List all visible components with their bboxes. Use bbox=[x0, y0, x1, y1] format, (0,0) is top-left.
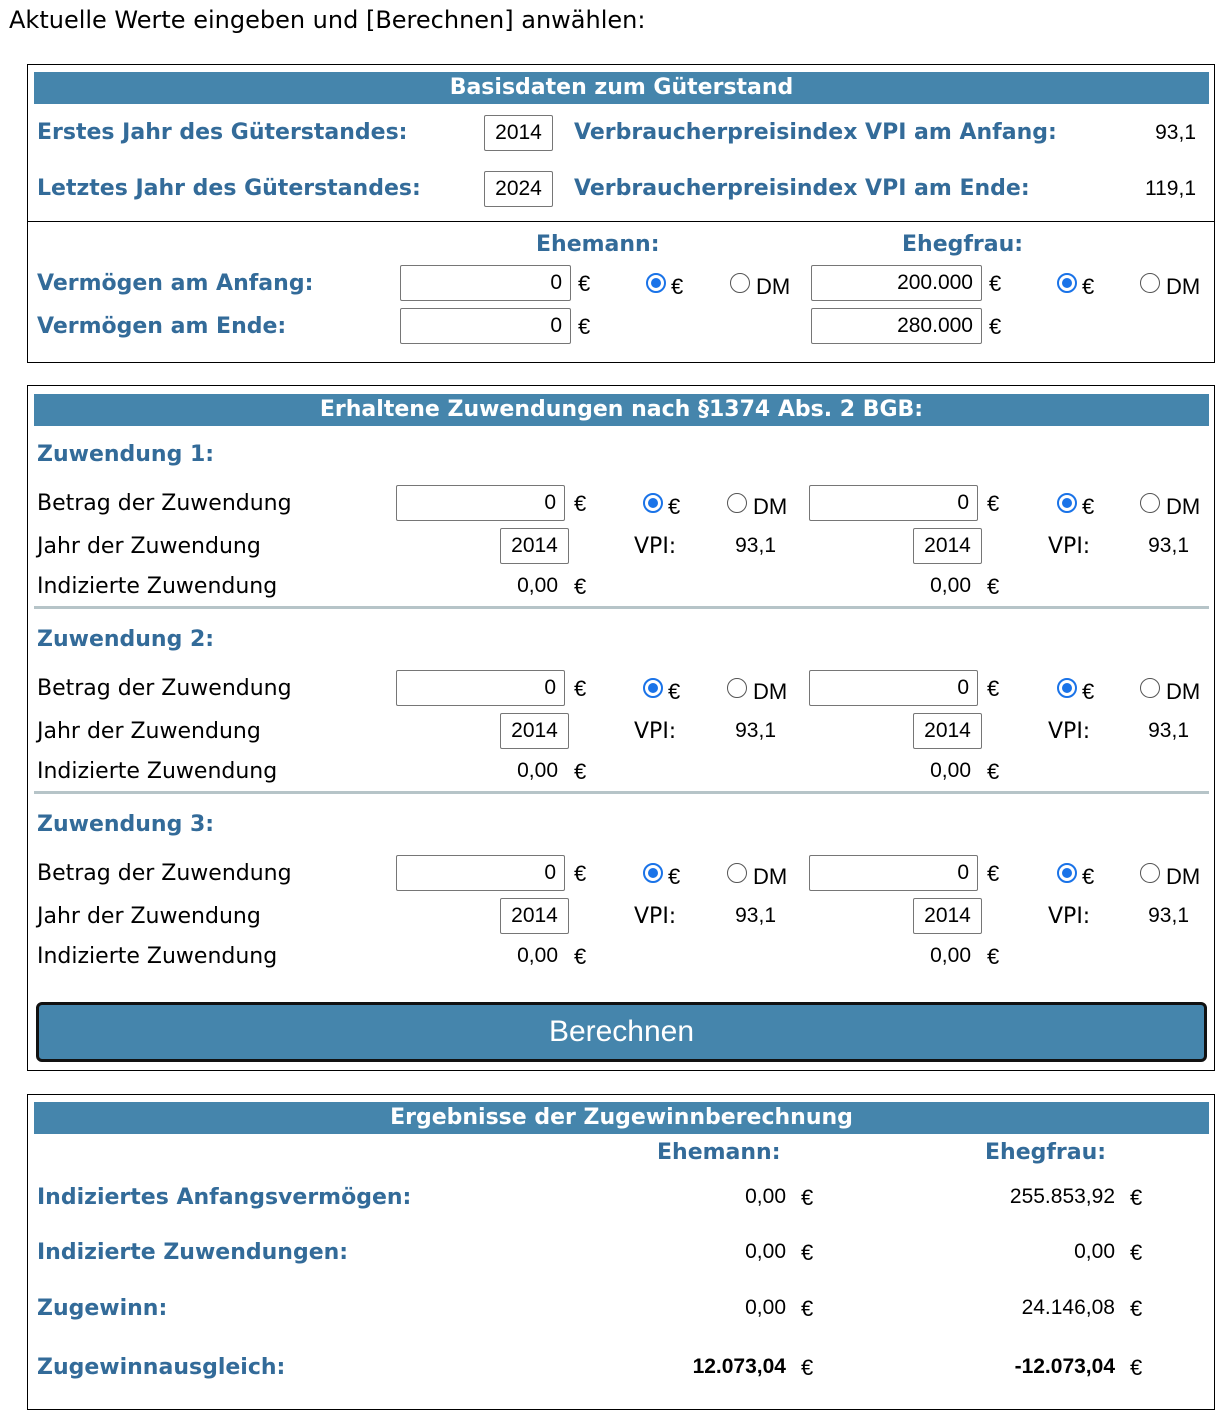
wife-gift-1-indexed: 0,00 bbox=[930, 574, 971, 597]
vpi-label: VPI: bbox=[1048, 534, 1091, 559]
first-year-input[interactable]: 2014 bbox=[484, 115, 553, 151]
result-husband-value: 0,00 bbox=[745, 1185, 786, 1208]
intro-text: Aktuelle Werte eingeben und [Berechnen] anwählen: bbox=[9, 6, 646, 34]
vpi-label: VPI: bbox=[634, 534, 677, 559]
currency-symbol: € bbox=[574, 676, 587, 701]
vpi-label: VPI: bbox=[634, 904, 677, 929]
currency-symbol: € bbox=[801, 1240, 814, 1265]
currency-symbol: € bbox=[1130, 1185, 1143, 1210]
wife-gift-3-euro-radio[interactable] bbox=[1057, 863, 1077, 883]
wife-gift-1-euro-radio[interactable] bbox=[1057, 493, 1077, 513]
gift-amount-label: Betrag der Zuwendung bbox=[37, 676, 292, 701]
currency-symbol: € bbox=[801, 1355, 814, 1380]
gift-separator bbox=[34, 606, 1209, 609]
currency-symbol: € bbox=[989, 271, 1002, 296]
currency-symbol: € bbox=[801, 1185, 814, 1210]
dm-option-label: DM bbox=[753, 679, 788, 704]
wife-gift-3-vpi: 93,1 bbox=[1148, 904, 1189, 927]
gifts-header: Erhaltene Zuwendungen nach §1374 Abs. 2 BGB: bbox=[34, 394, 1209, 426]
currency-symbol: € bbox=[1130, 1240, 1143, 1265]
husband-gift-3-dm-radio[interactable] bbox=[727, 863, 747, 883]
dm-option-label: DM bbox=[753, 494, 788, 519]
result-label: Indiziertes Anfangsvermögen: bbox=[37, 1185, 412, 1210]
basis-header: Basisdaten zum Güterstand bbox=[34, 72, 1209, 104]
first-year-label: Erstes Jahr des Güterstandes: bbox=[37, 120, 408, 145]
result-husband-value: 0,00 bbox=[745, 1240, 786, 1263]
euro-option-label: € bbox=[671, 274, 684, 299]
last-year-input[interactable]: 2024 bbox=[484, 171, 553, 207]
husband-gift-1-indexed: 0,00 bbox=[517, 574, 558, 597]
start-assets-label: Vermögen am Anfang: bbox=[37, 271, 314, 296]
husband-gift-3-euro-radio[interactable] bbox=[643, 863, 663, 883]
wife-gift-2-indexed: 0,00 bbox=[930, 759, 971, 782]
gift-indexed-label: Indizierte Zuwendung bbox=[37, 574, 278, 599]
wife-gift-2-vpi: 93,1 bbox=[1148, 719, 1189, 742]
husband-end-assets-input[interactable]: 0 bbox=[400, 308, 571, 344]
dm-option-label: DM bbox=[1166, 274, 1201, 299]
basis-section bbox=[27, 64, 1215, 363]
currency-symbol: € bbox=[578, 314, 591, 339]
husband-gift-1-dm-radio[interactable] bbox=[727, 493, 747, 513]
vpi-label: VPI: bbox=[634, 719, 677, 744]
husband-gift-1-vpi: 93,1 bbox=[735, 534, 776, 557]
gift-separator bbox=[34, 791, 1209, 794]
husband-gift-2-dm-radio[interactable] bbox=[727, 678, 747, 698]
currency-symbol: € bbox=[1130, 1296, 1143, 1321]
husband-gift-3-indexed: 0,00 bbox=[517, 944, 558, 967]
currency-symbol: € bbox=[574, 574, 587, 599]
results-wife-header: Ehegfrau: bbox=[985, 1140, 1107, 1165]
wife-gift-2-amount-input[interactable]: 0 bbox=[809, 670, 978, 706]
end-assets-label: Vermögen am Ende: bbox=[37, 314, 287, 339]
result-label: Zugewinnausgleich: bbox=[37, 1355, 286, 1380]
wife-header: Ehegfrau: bbox=[902, 232, 1024, 257]
currency-symbol: € bbox=[1130, 1355, 1143, 1380]
vpi-end-label: Verbraucherpreisindex VPI am Ende: bbox=[574, 176, 1030, 201]
currency-symbol: € bbox=[987, 491, 1000, 516]
result-wife-value: 255.853,92 bbox=[1009, 1185, 1115, 1208]
wife-gift-1-vpi: 93,1 bbox=[1148, 534, 1189, 557]
currency-symbol: € bbox=[574, 861, 587, 886]
currency-symbol: € bbox=[989, 314, 1002, 339]
gift-title: Zuwendung 1: bbox=[37, 442, 215, 467]
wife-gift-3-indexed: 0,00 bbox=[930, 944, 971, 967]
euro-option-label: € bbox=[668, 494, 681, 519]
gift-amount-label: Betrag der Zuwendung bbox=[37, 491, 292, 516]
husband-gift-2-indexed: 0,00 bbox=[517, 759, 558, 782]
euro-option-label: € bbox=[1082, 864, 1095, 889]
husband-header: Ehemann: bbox=[536, 232, 660, 257]
wife-gift-2-euro-radio[interactable] bbox=[1057, 678, 1077, 698]
result-husband-value: 12.073,04 bbox=[692, 1355, 786, 1378]
currency-symbol: € bbox=[987, 944, 1000, 969]
wife-gift-1-amount-input[interactable]: 0 bbox=[809, 485, 978, 521]
currency-symbol: € bbox=[578, 271, 591, 296]
results-header: Ergebnisse der Zugewinnberechnung bbox=[34, 1102, 1209, 1134]
divider bbox=[28, 221, 1214, 222]
euro-option-label: € bbox=[1082, 679, 1095, 704]
vpi-end-value: 119,1 bbox=[1145, 177, 1196, 200]
husband-gift-2-amount-input[interactable]: 0 bbox=[396, 670, 565, 706]
currency-symbol: € bbox=[574, 944, 587, 969]
dm-option-label: DM bbox=[753, 864, 788, 889]
vpi-label: VPI: bbox=[1048, 904, 1091, 929]
husband-gift-1-euro-radio[interactable] bbox=[643, 493, 663, 513]
gift-indexed-label: Indizierte Zuwendung bbox=[37, 759, 278, 784]
husband-gift-3-year-input[interactable]: 2014 bbox=[500, 898, 569, 934]
currency-symbol: € bbox=[574, 759, 587, 784]
husband-gift-2-year-input[interactable]: 2014 bbox=[500, 713, 569, 749]
vpi-start-value: 93,1 bbox=[1155, 121, 1196, 144]
gifts-section bbox=[27, 385, 1215, 1071]
result-wife-value: 24.146,08 bbox=[1021, 1296, 1115, 1319]
husband-gift-2-euro-radio[interactable] bbox=[643, 678, 663, 698]
euro-option-label: € bbox=[1082, 274, 1095, 299]
result-label: Zugewinn: bbox=[37, 1296, 168, 1321]
wife-gift-2-dm-radio[interactable] bbox=[1140, 678, 1160, 698]
gift-year-label: Jahr der Zuwendung bbox=[37, 904, 261, 929]
currency-symbol: € bbox=[987, 574, 1000, 599]
gift-amount-label: Betrag der Zuwendung bbox=[37, 861, 292, 886]
gift-title: Zuwendung 2: bbox=[37, 627, 215, 652]
gift-year-label: Jahr der Zuwendung bbox=[37, 534, 261, 559]
results-husband-header: Ehemann: bbox=[657, 1140, 781, 1165]
calculate-button[interactable]: Berechnen bbox=[36, 1002, 1207, 1062]
result-wife-value: 0,00 bbox=[1074, 1240, 1115, 1263]
wife-end-assets-input[interactable]: 280.000 bbox=[811, 308, 982, 344]
result-husband-value: 0,00 bbox=[745, 1296, 786, 1319]
husband-currency-euro-radio[interactable] bbox=[646, 273, 666, 293]
husband-gift-2-vpi: 93,1 bbox=[735, 719, 776, 742]
dm-option-label: DM bbox=[1166, 494, 1201, 519]
result-wife-value: -12.073,04 bbox=[1014, 1355, 1115, 1378]
dm-option-label: DM bbox=[756, 274, 791, 299]
dm-option-label: DM bbox=[1166, 679, 1201, 704]
wife-gift-3-year-input[interactable]: 2014 bbox=[913, 898, 982, 934]
currency-symbol: € bbox=[801, 1296, 814, 1321]
wife-gift-3-amount-input[interactable]: 0 bbox=[809, 855, 978, 891]
husband-gift-1-year-input[interactable]: 2014 bbox=[500, 528, 569, 564]
currency-symbol: € bbox=[987, 861, 1000, 886]
wife-gift-1-year-input[interactable]: 2014 bbox=[913, 528, 982, 564]
husband-gift-3-vpi: 93,1 bbox=[735, 904, 776, 927]
last-year-label: Letztes Jahr des Güterstandes: bbox=[37, 176, 421, 201]
dm-option-label: DM bbox=[1166, 864, 1201, 889]
wife-gift-3-dm-radio[interactable] bbox=[1140, 863, 1160, 883]
results-section bbox=[27, 1094, 1215, 1410]
wife-currency-euro-radio[interactable] bbox=[1057, 273, 1077, 293]
husband-gift-3-amount-input[interactable]: 0 bbox=[396, 855, 565, 891]
result-label: Indizierte Zuwendungen: bbox=[37, 1240, 349, 1265]
euro-option-label: € bbox=[668, 679, 681, 704]
wife-currency-dm-radio[interactable] bbox=[1140, 273, 1160, 293]
wife-gift-2-year-input[interactable]: 2014 bbox=[913, 713, 982, 749]
wife-start-assets-input[interactable]: 200.000 bbox=[811, 265, 982, 301]
euro-option-label: € bbox=[1082, 494, 1095, 519]
husband-currency-dm-radio[interactable] bbox=[730, 273, 750, 293]
gift-indexed-label: Indizierte Zuwendung bbox=[37, 944, 278, 969]
vpi-start-label: Verbraucherpreisindex VPI am Anfang: bbox=[574, 120, 1057, 145]
currency-symbol: € bbox=[574, 491, 587, 516]
gift-year-label: Jahr der Zuwendung bbox=[37, 719, 261, 744]
wife-gift-1-dm-radio[interactable] bbox=[1140, 493, 1160, 513]
currency-symbol: € bbox=[987, 676, 1000, 701]
euro-option-label: € bbox=[668, 864, 681, 889]
gift-title: Zuwendung 3: bbox=[37, 812, 215, 837]
husband-gift-1-amount-input[interactable]: 0 bbox=[396, 485, 565, 521]
husband-start-assets-input[interactable]: 0 bbox=[400, 265, 571, 301]
currency-symbol: € bbox=[987, 759, 1000, 784]
vpi-label: VPI: bbox=[1048, 719, 1091, 744]
